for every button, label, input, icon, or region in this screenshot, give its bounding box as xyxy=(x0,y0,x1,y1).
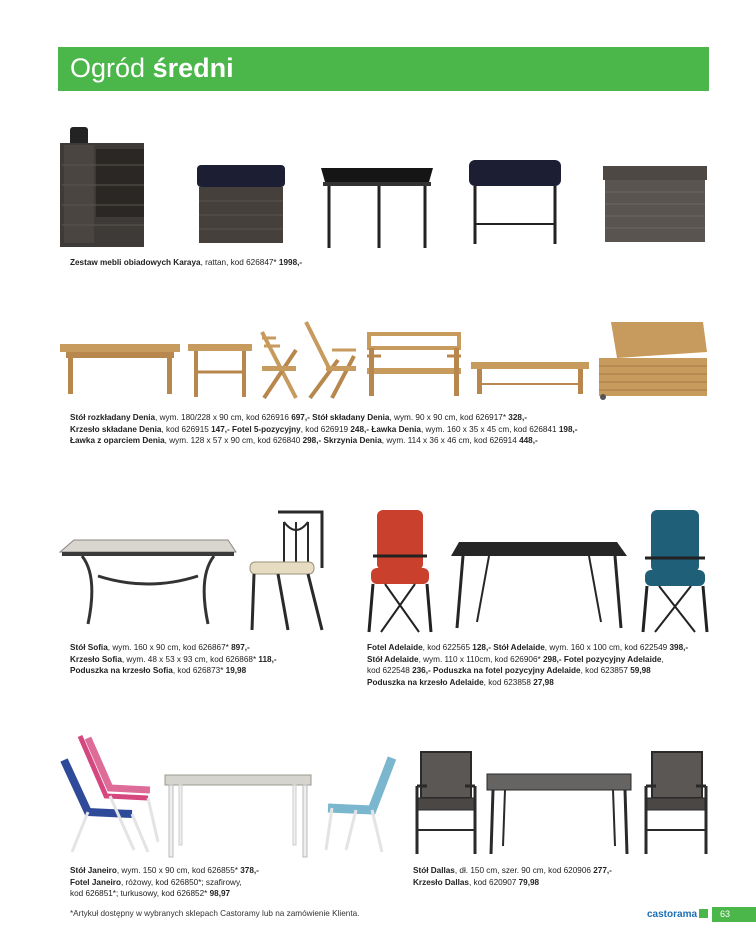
denia-recliner-image xyxy=(302,320,358,400)
caption-line xyxy=(70,654,277,666)
product-details: , wym. 90 x 90 cm, kod 626917* xyxy=(389,413,509,422)
product-details: , kod 626919 xyxy=(300,424,351,434)
caption-line xyxy=(70,424,578,436)
product-details: , wym. 150 x 90 cm, kod 626855* xyxy=(116,866,241,875)
dallas-chair-right-image xyxy=(642,750,710,856)
product-price: 128,- xyxy=(472,643,491,652)
product-details: , kod 626873* xyxy=(172,666,226,675)
product-details: , kod 623857 xyxy=(580,666,631,675)
product-details: , wym. 180/228 x 90 cm, kod 626916 xyxy=(155,413,292,422)
product-details: , wym. 110 x 110cm, kod 626906* xyxy=(418,654,543,664)
product-details: , dł. 150 cm, szer. 90 cm, kod 620906 xyxy=(454,866,594,875)
brand-text: castorama xyxy=(647,909,698,920)
product-price: 198,- xyxy=(558,424,578,434)
denia-bench-image xyxy=(469,360,591,396)
product-name: Poduszka na fotel pozycyjny Adelaide xyxy=(430,666,581,675)
product-price: 98,97 xyxy=(209,889,231,898)
page-number: 63 xyxy=(712,907,756,922)
sofia-table-image xyxy=(58,536,238,628)
product-name: Fotel pozycyjny Adelaide xyxy=(561,654,662,664)
product-price: 248,- xyxy=(350,424,370,434)
product-name: Poduszka na krzesło Adelaide xyxy=(367,677,484,687)
product-price: 147,- xyxy=(211,424,230,434)
denia-bench-backrest-image xyxy=(365,330,463,398)
karaya-storage-box-image xyxy=(601,164,709,244)
product-price: 897,- xyxy=(231,643,250,652)
karaya-stool-image xyxy=(467,158,563,246)
product-price: 697,- xyxy=(291,413,310,422)
availability-footnote: *Artykuł dostępny w wybranych sklepach Castoramy lub na zamówienie Klienta. xyxy=(70,909,360,918)
denia-folding-chair-image xyxy=(256,330,302,400)
product-name: Krzesło Sofia xyxy=(70,654,122,664)
product-price: 118,- xyxy=(258,654,277,664)
product-price: 298,- xyxy=(542,654,562,664)
product-name: Poduszka na krzesło Sofia xyxy=(70,666,173,675)
product-name: Fotel 5-pozycyjny xyxy=(229,424,301,434)
denia-folding-table-image xyxy=(186,342,254,398)
janeiro-chairs-image xyxy=(58,732,162,854)
product-details: , wym. 114 x 36 x 46 cm, kod 626914 xyxy=(381,436,520,445)
caption-line xyxy=(367,677,688,689)
caption-line xyxy=(413,877,612,889)
caption-karaya xyxy=(70,257,302,269)
product-price: 277,- xyxy=(593,866,612,875)
caption-janeiro xyxy=(70,865,259,900)
caption-line xyxy=(70,865,259,877)
product-price: 19,98 xyxy=(225,666,247,675)
product-name: Stół rozkładany Denia xyxy=(70,413,156,422)
product-name: Stół Dallas xyxy=(413,866,455,875)
caption-line xyxy=(70,435,578,447)
caption-line xyxy=(70,412,578,424)
product-details: , wym. 160 x 90 cm, kod 626867* xyxy=(107,643,232,652)
castorama-logo xyxy=(647,909,708,920)
caption-line xyxy=(367,654,688,666)
product-details: , kod 626915 xyxy=(161,424,212,434)
product-name: Skrzynia Denia xyxy=(321,436,382,445)
product-name: Krzesło składane Denia xyxy=(70,424,162,434)
product-price: 59,98 xyxy=(630,666,651,675)
product-details: , wym. 160 x 100 cm, kod 622549 xyxy=(544,643,670,652)
product-price: 378,- xyxy=(240,866,259,875)
product-details: , różowy, kod 626850*; szafirowy, xyxy=(120,877,242,887)
caption-line xyxy=(70,888,259,900)
page-title xyxy=(70,53,234,84)
product-name: Fotel Janeiro xyxy=(70,877,121,887)
karaya-ottoman-image xyxy=(195,163,287,245)
dallas-chair-left-image xyxy=(413,750,479,856)
caption-line xyxy=(413,865,612,877)
caption-sofia xyxy=(70,642,277,677)
adelaide-reclining-chair-teal-image xyxy=(639,508,711,634)
product-name: Zestaw mebli obiadowych Karaya xyxy=(70,258,201,267)
product-details: , kod 622565 xyxy=(422,643,473,652)
product-price: 1998,- xyxy=(278,258,303,267)
caption-line xyxy=(70,642,277,654)
janeiro-table-image xyxy=(163,773,313,859)
caption-line xyxy=(367,665,688,677)
product-name: Ławka Denia xyxy=(369,424,421,434)
product-details: kod 626851*; turkusowy, kod 626852* xyxy=(70,889,210,898)
caption-line xyxy=(367,642,688,654)
product-details: kod 622548 xyxy=(367,666,413,675)
product-details: , xyxy=(661,654,664,664)
karaya-sofa-image xyxy=(58,125,146,249)
product-details: , kod 623858 xyxy=(483,677,534,687)
product-details: , wym. 128 x 57 x 90 cm, kod 626840 xyxy=(164,436,303,445)
caption-line xyxy=(70,877,259,889)
title-bold: średni xyxy=(152,53,234,83)
product-name: Stół Adelaide xyxy=(367,654,419,664)
product-price: 27,98 xyxy=(533,677,554,687)
product-price: 398,- xyxy=(669,643,689,652)
product-price: 328,- xyxy=(508,413,527,422)
caption-line xyxy=(70,665,277,677)
product-details: , rattan, kod 626847* xyxy=(200,258,277,267)
denia-extending-table-image xyxy=(58,340,182,396)
caption-adelaide xyxy=(367,642,688,688)
karaya-table-image xyxy=(317,164,437,250)
product-name: Fotel Adelaide xyxy=(367,643,423,652)
product-name: Ławka z oparciem Denia xyxy=(70,436,165,445)
sofia-chair-image xyxy=(248,508,328,632)
product-details: , wym. 160 x 35 x 45 cm, kod 626841 xyxy=(420,424,559,434)
product-details: , wym. 48 x 53 x 93 cm, kod 626868* xyxy=(121,654,259,664)
product-name: Stół Sofia xyxy=(70,643,108,652)
plus-icon xyxy=(699,909,708,918)
adelaide-reclining-chair-red-image xyxy=(365,508,435,634)
product-name: Stół składany Denia xyxy=(309,413,390,422)
product-name: Stół Adelaide xyxy=(490,643,545,652)
dallas-table-image xyxy=(485,772,633,856)
product-details: , kod 620907 xyxy=(468,877,519,887)
denia-storage-chest-image xyxy=(597,318,709,400)
janeiro-chair-turquoise-image xyxy=(316,754,398,854)
product-price: 298,- xyxy=(302,436,322,445)
product-name: Stół Janeiro xyxy=(70,866,117,875)
product-price: 79,98 xyxy=(518,877,540,887)
caption-dallas xyxy=(413,865,612,888)
title-light: Ogród xyxy=(70,53,146,83)
caption-denia xyxy=(70,412,578,447)
product-price: 448,- xyxy=(519,436,538,445)
product-name: Krzesło Dallas xyxy=(413,877,469,887)
adelaide-table-image xyxy=(449,538,629,630)
product-price: 236,- xyxy=(412,666,431,675)
section-header-bar xyxy=(58,47,709,91)
